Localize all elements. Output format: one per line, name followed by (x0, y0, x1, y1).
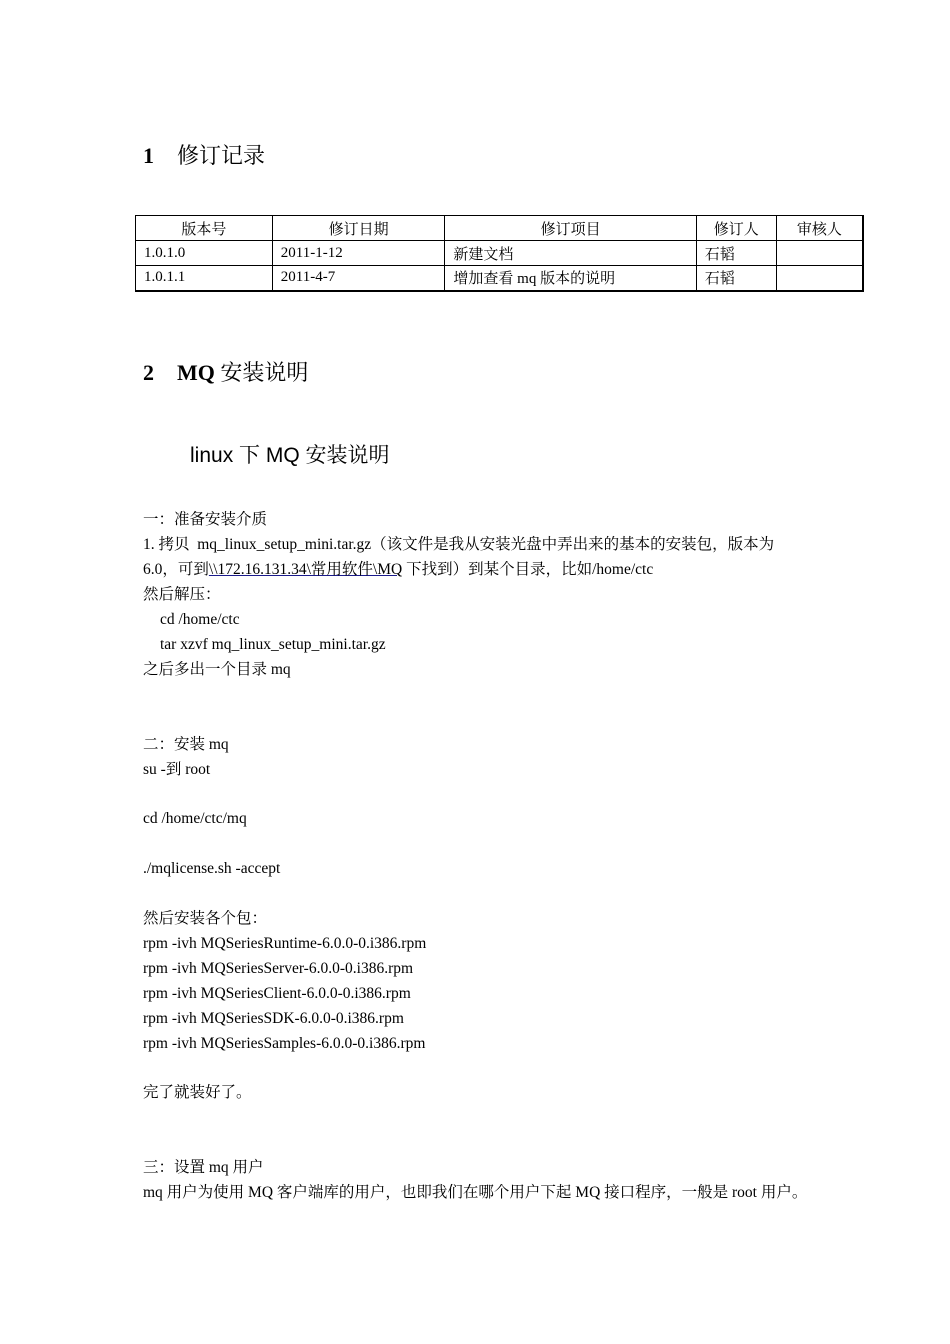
table-header-row (136, 216, 864, 241)
table-cell: 2011-1-12 (272, 241, 445, 266)
section-title-en: MQ (177, 360, 215, 385)
command-line: cd /home/ctc (160, 611, 240, 628)
command-line: ./mqlicense.sh -accept (143, 860, 281, 877)
step2-text: 然后安装各个包： (143, 910, 268, 927)
text: 6.0，可到 (143, 561, 209, 578)
command-line: tar xzvf mq_linux_setup_mini.tar.gz (160, 636, 386, 653)
command-line: cd /home/ctc/mq (143, 810, 247, 827)
step1-text: 然后解压： (143, 586, 221, 603)
table-cell: 1.0.1.1 (136, 266, 273, 291)
table-cell: 石韬 (696, 241, 776, 266)
table-header-cell: 修订人 (696, 216, 776, 241)
table-header-cell: 审核人 (776, 216, 863, 241)
rpm-command: rpm -ivh MQSeriesSamples-6.0.0-0.i386.rpm (143, 1035, 426, 1052)
rpm-command: rpm -ivh MQSeriesServer-6.0.0-0.i386.rpm (143, 960, 414, 977)
table-cell: 1.0.1.0 (136, 241, 273, 266)
section-1-heading (143, 139, 265, 170)
rpm-command: rpm -ivh MQSeriesRuntime-6.0.0-0.i386.rpm (143, 935, 427, 952)
rpm-command: rpm -ivh MQSeriesSDK-6.0.0-0.i386.rpm (143, 1010, 404, 1027)
step1-paragraph-line: 1. 拷贝 mq_linux_setup_mini.tar.gz（该文件是我从安装光盘中弄出来的基本的安装包，版本为 (143, 536, 775, 553)
section-title-zh: 安装说明 (220, 360, 309, 385)
table-cell: 新建文档 (445, 241, 696, 266)
section-2-heading (143, 356, 308, 387)
table-header-cell: 版本号 (136, 216, 273, 241)
step1-text: 之后多出一个目录 mq (143, 661, 291, 678)
section-number: 2 (143, 360, 154, 385)
revision-table (135, 215, 864, 292)
network-path-link[interactable]: \\172.16.131.34\常用软件\MQ (208, 561, 403, 578)
section-number: 1 (143, 143, 154, 168)
step3-paragraph: mq 用户为使用 MQ 客户端库的用户，也即我们在哪个用户下起 MQ 接口程序，一般是 root 用户。 (143, 1184, 808, 1201)
table-cell: 增加查看 mq 版本的说明 (445, 266, 696, 291)
step2-text: 完了就装好了。 (143, 1084, 252, 1101)
command-line: su -到 root (143, 761, 211, 778)
table-cell: 石韬 (696, 266, 776, 291)
table-cell: 2011-4-7 (272, 266, 445, 291)
text: 下找到）到某个目录，比如/home/ctc (402, 561, 654, 578)
step1-heading: 一：准备安装介质 (143, 511, 268, 528)
section-title: 修订记录 (177, 143, 266, 168)
table-row (136, 266, 864, 291)
step1-paragraph-line (143, 557, 653, 582)
table-header-cell: 修订日期 (272, 216, 445, 241)
step2-heading: 二：安装 mq (143, 736, 229, 753)
table-header-cell: 修订项目 (445, 216, 696, 241)
step3-heading: 三：设置 mq 用户 (143, 1159, 264, 1176)
table-row (136, 241, 864, 266)
table-cell (776, 241, 863, 266)
subtitle: linux 下 MQ 安装说明 (190, 444, 390, 467)
rpm-command: rpm -ivh MQSeriesClient-6.0.0-0.i386.rpm (143, 985, 411, 1002)
table-cell (776, 266, 863, 291)
